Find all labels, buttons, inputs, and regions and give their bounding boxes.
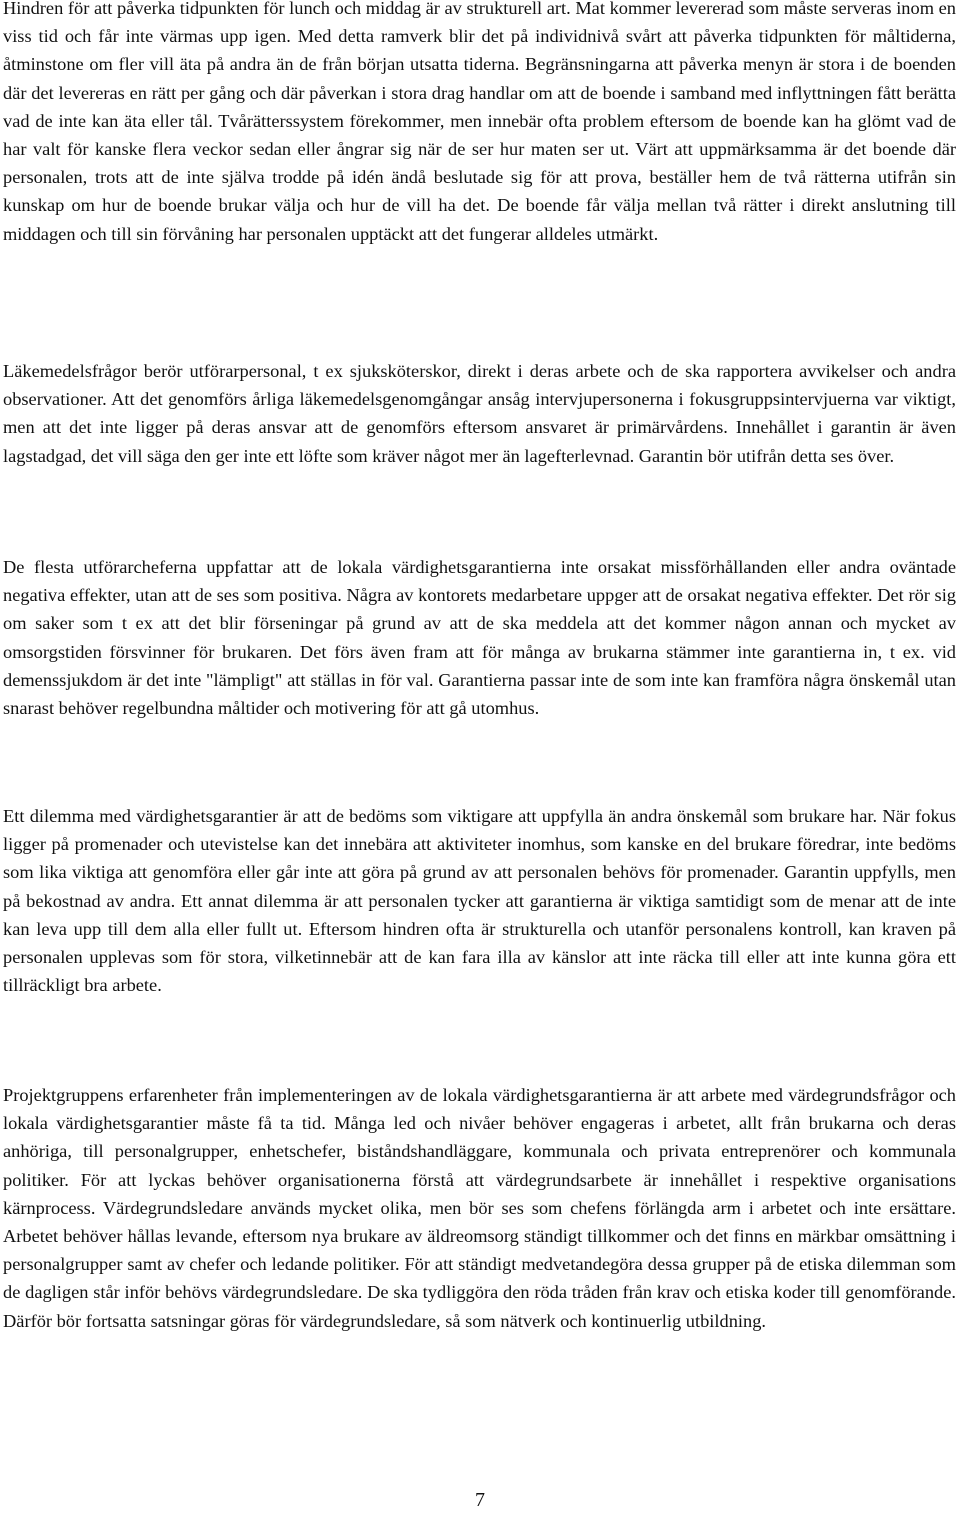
paragraph-meal-times: Hindren för att påverka tidpunkten för lunch och middag är av strukturell art. Mat kommer levererad som måste serveras inom en viss tid och får inte värmas upp igen. Med detta ramverk blir det på individnivå svårt att påverka tidpunkten för måltiderna, åtminstone om fler vill äta på andra än de från början utsatta tiderna. Begränsningarna att påverka menyn är stora i de boenden där det levereras en rätt per gång och där påverkan i stora drag handlar om att de boende i samband med inflyttningen fått berätta vad de inte kan äta eller tål. Tvårätterssystem förekommer, men innebär ofta problem eftersom de boende kan ha glömt vad de har valt för kanske flera veckor sedan eller ångrar sig när de ser hur maten ser ut. Värt att uppmärksamma är det boende där personalen, trots att de inte själva trodde på idén ändå beslutade sig för att prova, beställer hem de två rätterna utifrån sin kunskap om hur de boende brukar välja och hur de vill ha det. De boende får välja mellan två rätter i direkt anslutning till middagen och till sin förvåning har personalen upptäckt att det fungerar alldeles utmärkt. bbox=[3, 0, 956, 244]
paragraph-project-experience: Projektgruppens erfarenheter från implementeringen av de lokala värdighetsgarantierna är att arbete med värdegrundsfrågor och lokala värdighetsgarantier måste få ta tid. Många led och nivåer behöver engageras i arbetet, allt från brukarna och deras anhöriga, till personalgrupper, enhetschefer, biståndshandläggare, kommunala och privata entreprenörer och kommunala politiker. För att lyckas behöver organisationerna förstå att värdegrundsarbete är innehållet i respektive organisations kärnprocess. Värdegrundsledare används mycket olika, men bör ses som chefens förlängda arm i arbetet och inte ersättare. Arbetet behöver hållas levande, eftersom nya brukare av äldreomsorg ständigt tillkommer och det finns en märkbar omsättning i personalgrupper samt av chefer och ledande politiker. För att ständigt medvetandegöra dessa grupper på de etiska dilemman som de dagligen står inför behövs värdegrundsledare. De ska tydliggöra den röda tråden från krav och etiska koder till genomförande. Därför bör fortsatta satsningar göras för värdegrundsledare, så som nätverk och kontinuerlig utbildning. bbox=[3, 1085, 956, 1331]
paragraph-dilemma: Ett dilemma med värdighetsgarantier är att de bedöms som viktigare att uppfylla än andra önskemål som brukare har. När fokus ligger på promenader och utevistelse kan det innebära att aktiviteter inomhus, som kanske en del brukare föredrar, inte bedöms som lika viktiga att genomföra eller går inte att göra på grund av att personalen behövs för promenader. Garantin uppfylls, men på bekostnad av andra. Ett annat dilemma är att personalen tycker att garantierna är viktiga samtidigt som de menar att de inte kan leva upp till dem alla eller fullt ut. Eftersom hindren ofta är strukturella och utanför personalens kontroll, kan kraven på personalen upplevas som för stora, vilketinnebär att de kan fara illa av känslor att inte räcka till eller att inte kunna göra ett tillräckligt bra arbete. bbox=[3, 806, 956, 996]
paragraph-manager-views: De flesta utförarcheferna uppfattar att de lokala värdighetsgarantierna inte orsakat missförhållanden eller andra oväntade negativa effekter, utan att de ses som positiva. Några av kontorets medarbetare uppger att de orsakat negativa effekter. Det rör sig om saker som t ex att det blir förseningar på grund av att de ska meddela att det kommer någon annan och mycket av omsorgstiden försvinner för brukaren. Det förs även fram att för många av brukarna stämmer inte garantierna in, t ex. vid demenssjukdom är det inte "lämpligt" att ställas in för val. Garantierna passar inte de som inte kan framföra några önskemål utan snarast behöver regelbundna måltider och motivering för att gå utomhus. bbox=[3, 557, 956, 719]
page-number: 7 bbox=[475, 1489, 485, 1511]
paragraph-medication: Läkemedelsfrågor berör utförarpersonal, t ex sjuksköterskor, direkt i deras arbete och de ska rapportera avvikelser och andra observationer. Att det genomförs årliga läkemedelsgenomgångar ansåg intervjupersonerna i fokusgruppsintervjuerna var viktigt, men att det inte ligger på deras ansvar att de genomförs eftersom ansvaret är primärvårdens. Innehållet i garantin är även lagstadgad, det vill säga den ger inte ett löfte som kräver något mer än lagefterlevnad. Garantin bör utifrån detta ses över. bbox=[3, 361, 956, 466]
